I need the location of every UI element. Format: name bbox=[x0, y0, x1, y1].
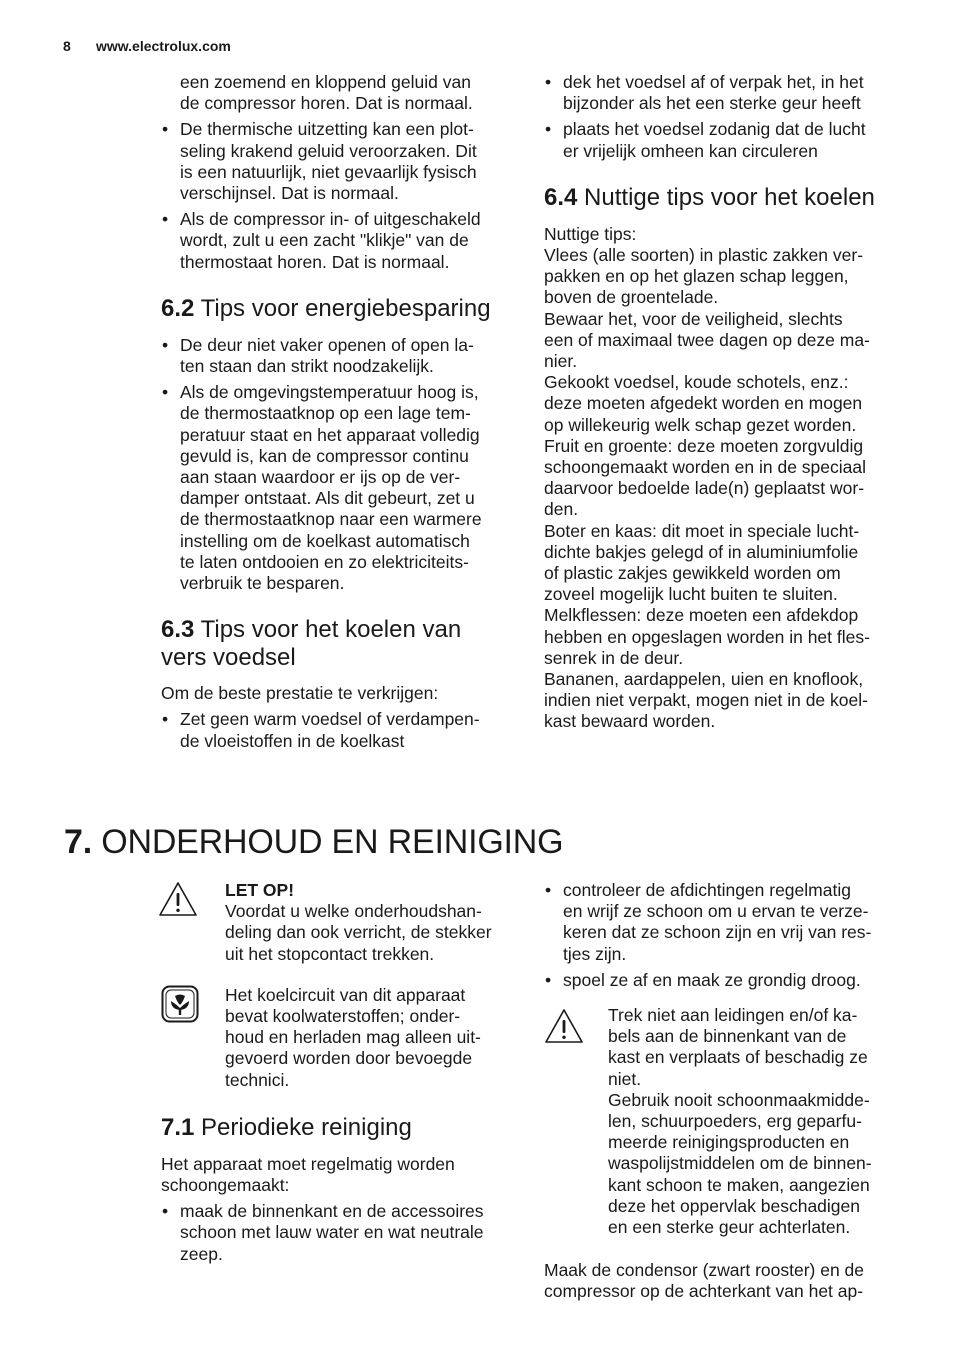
text-line: is een natuurlijk, niet gevaarlijk fysisch bbox=[180, 161, 477, 182]
list-item bbox=[161, 119, 521, 204]
list-item bbox=[161, 1201, 521, 1265]
top-left-column bbox=[161, 72, 521, 757]
text-line: daarvoor bedoelde lade(n) geplaatst wor- bbox=[544, 478, 865, 499]
bottom-right-column bbox=[544, 880, 904, 1303]
section-heading-6-3 bbox=[161, 616, 521, 672]
text-line: verbruik te besparen. bbox=[180, 573, 345, 594]
text-line: deling dan ook verricht, de stekker bbox=[225, 922, 492, 943]
text-line: damper ontstaat. Als dit gebeurt, zet u bbox=[180, 488, 475, 509]
text-line: deze moeten afgedekt worden en mogen bbox=[544, 393, 863, 414]
text-line: senrek in de deur. bbox=[544, 647, 684, 668]
list-item bbox=[544, 119, 904, 161]
text-line: kant schoon te maken, aangezien bbox=[608, 1174, 870, 1195]
text-line: • De thermische uitzetting kan een plot- bbox=[180, 119, 474, 140]
text-line: wordt, zult u een zacht "klikje" van de bbox=[180, 230, 469, 251]
text-line: Gebruik nooit schoonmaakmidde- bbox=[608, 1089, 870, 1110]
text-line: Trek niet aan leidingen en/of ka- bbox=[608, 1005, 858, 1026]
text-line: zoveel mogelijk lucht buiten te sluiten. bbox=[544, 584, 838, 605]
text-line: schoon met lauw water en wat neutrale bbox=[180, 1222, 484, 1243]
text-line: er vrijelijk omheen kan circuleren bbox=[563, 140, 818, 161]
text-line: 6.4 bbox=[544, 183, 578, 211]
text-line: niet. bbox=[608, 1068, 642, 1089]
section-6-3-intro: Om de beste prestatie te verkrijgen: bbox=[161, 683, 439, 704]
text-line: Tips voor energiebesparing bbox=[200, 294, 491, 322]
environment-notice bbox=[161, 985, 521, 1091]
section-heading-6-2 bbox=[161, 295, 521, 323]
text-line: de thermostaatknop op een lage tem- bbox=[180, 403, 471, 424]
text-line: Vlees (alle soorten) in plastic zakken ver- bbox=[544, 245, 864, 266]
text-line: boven de groentelade. bbox=[544, 287, 719, 308]
text-line: Het apparaat moet regelmatig worden bbox=[161, 1153, 455, 1174]
header-url[interactable]: www.electrolux.com bbox=[96, 38, 231, 54]
list-item bbox=[544, 880, 904, 965]
cooling-tips-text bbox=[544, 224, 904, 733]
text-line: Maak de condensor (zwart rooster) en de bbox=[544, 1260, 865, 1281]
text-line: • De deur niet vaker openen of open la- bbox=[180, 334, 474, 355]
text-line: of plastic zakjes gewikkeld worden om bbox=[544, 563, 841, 584]
storage-bullets bbox=[544, 72, 904, 162]
text-line: kast en verplaats of beschadig ze bbox=[608, 1047, 868, 1068]
text-line: • maak de binnenkant en de accessoires bbox=[180, 1201, 484, 1222]
text-line: de thermostaatknop naar een warmere bbox=[180, 509, 482, 530]
text-line: Gekookt voedsel, koude schotels, enz.: bbox=[544, 372, 849, 393]
text-line: gevuld is, kan de compressor continu bbox=[180, 445, 469, 466]
text-line: een of maximaal twee dagen op deze ma- bbox=[544, 329, 870, 350]
text-line: Fruit en groente: deze moeten zorgvuldig bbox=[544, 435, 864, 456]
page-number: 8 bbox=[63, 38, 71, 54]
text-line: schoongemaakt: bbox=[161, 1175, 290, 1196]
text-line: bijzonder als het een sterke geur heeft bbox=[563, 93, 861, 114]
text-line: • Als de compressor in- of uitgeschakeld bbox=[180, 209, 481, 230]
text-line: Melkflessen: deze moeten een afdekdop bbox=[544, 605, 859, 626]
text-line: de compressor horen. Dat is normaal. bbox=[180, 93, 473, 114]
text-line: Nuttige tips voor het koelen bbox=[584, 183, 875, 211]
text-line: waspolijstmiddelen om de binnen- bbox=[608, 1153, 872, 1174]
text-line: de vloeistoffen in de koelkast bbox=[180, 730, 405, 751]
list-item bbox=[544, 970, 904, 991]
text-line: • Als de omgevingstemperatuur hoog is, bbox=[180, 382, 479, 403]
section-heading-6-4 bbox=[544, 184, 904, 212]
closing-paragraph bbox=[544, 1260, 904, 1302]
noise-bullets bbox=[161, 119, 521, 272]
text-line: te laten ontdooien en zo elektriciteits- bbox=[180, 551, 469, 572]
text-line: instelling om de koelkast automatisch bbox=[180, 530, 470, 551]
text-line: tjes zijn. bbox=[563, 943, 627, 964]
text-line: op willekeurig welk schap gezet worden. bbox=[544, 414, 857, 435]
text-line: Bananen, aardappelen, uien en knoflook, bbox=[544, 669, 864, 690]
text-line: bevat koolwaterstoffen; onder- bbox=[225, 1006, 461, 1027]
caution-notice bbox=[161, 880, 521, 965]
text-line: zeep. bbox=[180, 1243, 223, 1264]
text-line: 6.3 bbox=[161, 616, 195, 644]
text-line: een zoemend en kloppend geluid van bbox=[180, 72, 471, 92]
text-line: indien niet verpakt, mogen niet in de koel- bbox=[544, 690, 868, 711]
text-line: houd en herladen mag alleen uit- bbox=[225, 1027, 481, 1048]
fresh-food-bullets bbox=[161, 709, 521, 751]
text-line: 6.2 bbox=[161, 294, 195, 322]
bottom-left-column bbox=[161, 880, 521, 1270]
text-line: Voordat u welke onderhoudshan- bbox=[225, 901, 482, 922]
text-line: 7. bbox=[64, 823, 92, 861]
list-item bbox=[161, 209, 521, 273]
text-line: • Zet geen warm voedsel of verdampen- bbox=[180, 709, 480, 730]
text-line: Bewaar het, voor de veiligheid, slechts bbox=[544, 308, 843, 329]
text-line: len, schuurpoeders, erg geparfu- bbox=[608, 1111, 862, 1132]
text-line: schoongemaakt worden en in de speciaal bbox=[544, 457, 867, 478]
warning-notice bbox=[544, 1005, 904, 1238]
text-line: bels aan de binnenkant van de bbox=[608, 1026, 847, 1047]
text-line: aan staan waardoor er ijs op de ver- bbox=[180, 467, 461, 488]
text-line: meerde reinigingsproducten en bbox=[608, 1132, 850, 1153]
text-line: dichte bakjes gelegd of in aluminiumfolie bbox=[544, 541, 859, 562]
text-line: Periodieke reiniging bbox=[201, 1113, 412, 1141]
text-line: den. bbox=[544, 499, 579, 520]
text-line: pakken en op het glazen schap leggen, bbox=[544, 266, 849, 287]
text-line: nier. bbox=[544, 351, 578, 372]
section-heading-7-1 bbox=[161, 1114, 521, 1142]
text-line: hebben en opgeslagen worden in het fles- bbox=[544, 626, 870, 647]
energy-bullets bbox=[161, 335, 521, 594]
text-line: seling krakend geluid veroorzaken. Dit bbox=[180, 140, 477, 161]
text-line: • dek het voedsel af of verpak het, in het bbox=[563, 72, 864, 92]
text-line: en een sterke geur achterlaten. bbox=[608, 1217, 851, 1238]
text-line: Boter en kaas: dit moet in speciale lucht- bbox=[544, 520, 860, 541]
list-item bbox=[161, 709, 521, 751]
text-line: gevoerd worden door bevoegde bbox=[225, 1048, 473, 1069]
text-line: peratuur staat en het apparaat volledig bbox=[180, 424, 480, 445]
text-line: deze het oppervlak beschadigen bbox=[608, 1195, 860, 1216]
text-line: • controleer de afdichtingen regelmatig bbox=[563, 880, 851, 900]
text-line: • plaats het voedsel zodanig dat de lucht bbox=[563, 119, 866, 140]
text-line: Nuttige tips: bbox=[544, 223, 637, 244]
text-line: • spoel ze af en maak ze grondig droog. bbox=[563, 969, 861, 990]
text-line: compressor op de achterkant van het ap- bbox=[544, 1281, 864, 1302]
section-7-1-intro bbox=[161, 1154, 521, 1196]
caution-title: LET OP! bbox=[225, 880, 295, 900]
text-line: technici. bbox=[225, 1069, 290, 1090]
intro-paragraph bbox=[161, 72, 521, 114]
text-line: Het koelcircuit van dit apparaat bbox=[225, 984, 466, 1005]
cleaning-bullets bbox=[161, 1201, 521, 1265]
text-line: verschijnsel. Dat is normaal. bbox=[180, 183, 399, 204]
chapter-heading bbox=[64, 823, 563, 861]
text-line: thermostaat horen. Dat is normaal. bbox=[180, 251, 450, 272]
text-line: ONDERHOUD EN REINIGING bbox=[101, 823, 564, 861]
list-item bbox=[161, 335, 521, 377]
list-item bbox=[161, 382, 521, 594]
text-line: vers voedsel bbox=[161, 644, 296, 672]
text-line: Tips voor het koelen van bbox=[200, 616, 462, 644]
text-line: kast bewaard worden. bbox=[544, 711, 716, 732]
text-line: ten staan dan strikt noodzakelijk. bbox=[180, 356, 434, 377]
text-line: 7.1 bbox=[161, 1113, 195, 1141]
top-right-column bbox=[544, 72, 904, 733]
text-line: en wrijf ze schoon om u ervan te verze- bbox=[563, 901, 869, 922]
seal-bullets bbox=[544, 880, 904, 991]
text-line: keren dat ze schoon zijn en vrij van res- bbox=[563, 922, 872, 943]
warning-triangle-icon bbox=[544, 1008, 584, 1044]
list-item bbox=[544, 72, 904, 114]
text-line: uit het stopcontact trekken. bbox=[225, 943, 435, 964]
